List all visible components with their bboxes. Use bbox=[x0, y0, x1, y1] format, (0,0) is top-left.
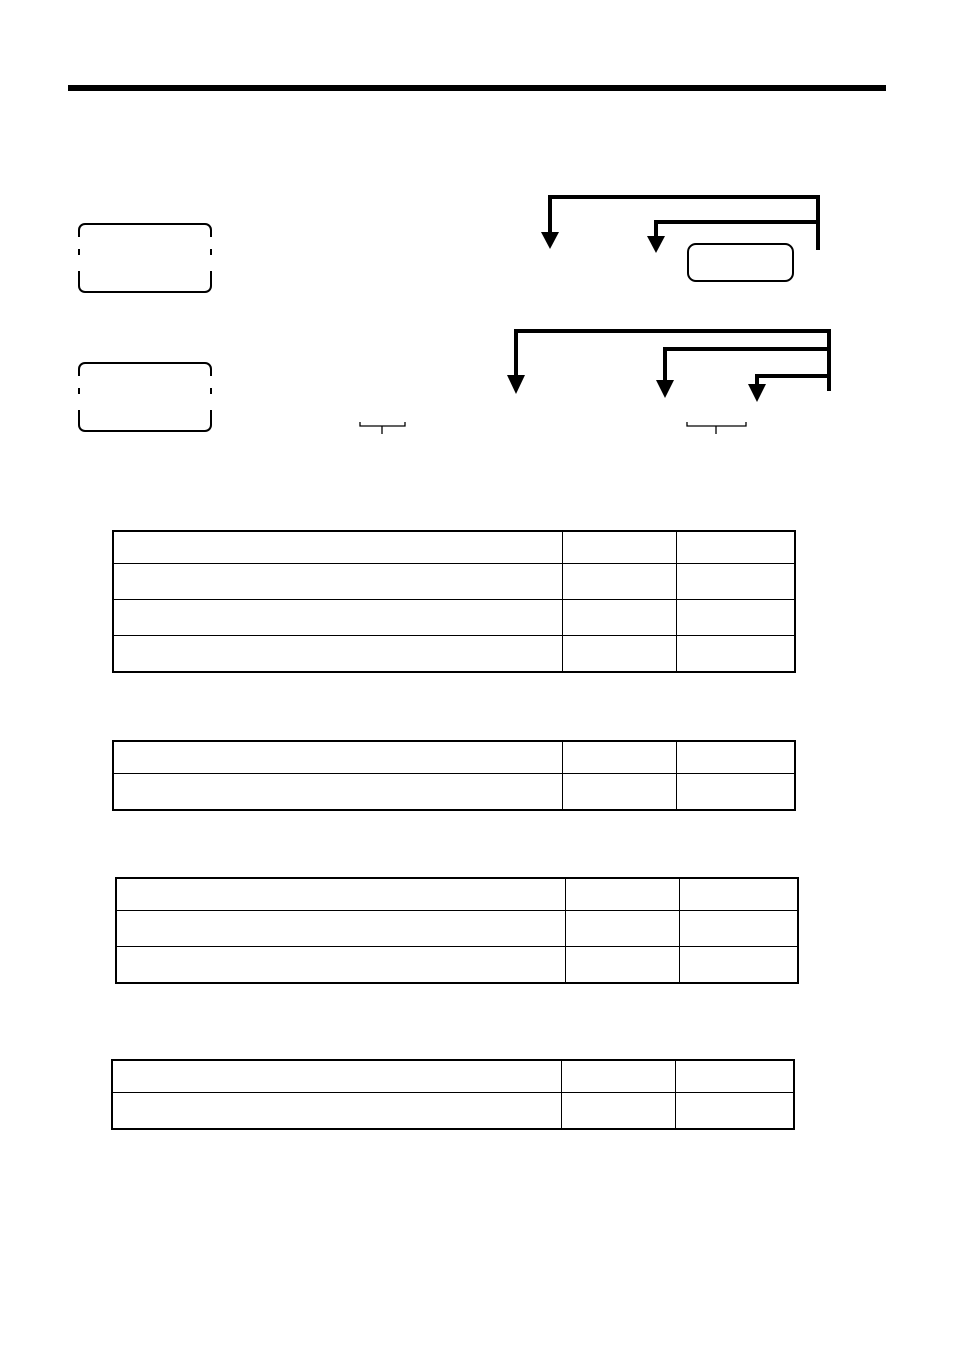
table-cell bbox=[677, 741, 796, 774]
table-cell bbox=[563, 774, 677, 811]
table-cell bbox=[677, 531, 796, 564]
arrowhead-down-icon bbox=[541, 232, 559, 249]
table-row bbox=[116, 947, 798, 984]
arrowhead-down-icon bbox=[748, 384, 766, 402]
table-cell bbox=[113, 600, 563, 636]
table-cell bbox=[113, 636, 563, 673]
setting-table-2 bbox=[112, 740, 796, 811]
table-cell bbox=[113, 564, 563, 600]
table-cell bbox=[116, 947, 566, 984]
table-cell bbox=[680, 947, 799, 984]
table-cell bbox=[566, 911, 680, 947]
table-cell bbox=[677, 564, 796, 600]
table-header-row bbox=[113, 741, 795, 774]
table-cell bbox=[677, 636, 796, 673]
table-cell bbox=[563, 741, 677, 774]
table-cell bbox=[113, 774, 563, 811]
table-cell bbox=[563, 636, 677, 673]
table-row bbox=[113, 600, 795, 636]
table-cell bbox=[116, 878, 566, 911]
table-row bbox=[112, 1093, 794, 1130]
table-cell bbox=[116, 911, 566, 947]
flow-arrows-diagram bbox=[0, 0, 954, 460]
table-cell bbox=[563, 600, 677, 636]
table-cell bbox=[112, 1060, 562, 1093]
setting-table-4 bbox=[111, 1059, 795, 1130]
table-cell bbox=[112, 1093, 562, 1130]
table-row bbox=[113, 774, 795, 811]
brace-left bbox=[360, 422, 405, 434]
arrowhead-down-icon bbox=[656, 380, 674, 398]
upper-flow-arrowheads bbox=[541, 232, 665, 253]
table-header-row bbox=[116, 878, 798, 911]
arrowhead-down-icon bbox=[647, 236, 665, 253]
table-cell bbox=[113, 741, 563, 774]
table-cell bbox=[680, 878, 799, 911]
arrowhead-down-icon bbox=[507, 375, 525, 394]
lower-flow-arrowheads bbox=[507, 375, 766, 402]
brace-right bbox=[687, 422, 746, 434]
table-cell bbox=[566, 878, 680, 911]
upper-flow-lines bbox=[550, 197, 818, 250]
table-cell bbox=[562, 1060, 676, 1093]
table-header-row bbox=[112, 1060, 794, 1093]
setting-table-3 bbox=[115, 877, 799, 984]
table-cell bbox=[566, 947, 680, 984]
table-cell bbox=[677, 600, 796, 636]
table-row bbox=[116, 911, 798, 947]
table-cell bbox=[677, 774, 796, 811]
table-cell bbox=[676, 1060, 795, 1093]
table-header-row bbox=[113, 531, 795, 564]
table-cell bbox=[563, 531, 677, 564]
table-cell bbox=[562, 1093, 676, 1130]
setting-table-1 bbox=[112, 530, 796, 673]
table-row bbox=[113, 564, 795, 600]
table-cell bbox=[113, 531, 563, 564]
table-cell bbox=[676, 1093, 795, 1130]
table-row bbox=[113, 636, 795, 673]
table-cell bbox=[563, 564, 677, 600]
table-cell bbox=[680, 911, 799, 947]
